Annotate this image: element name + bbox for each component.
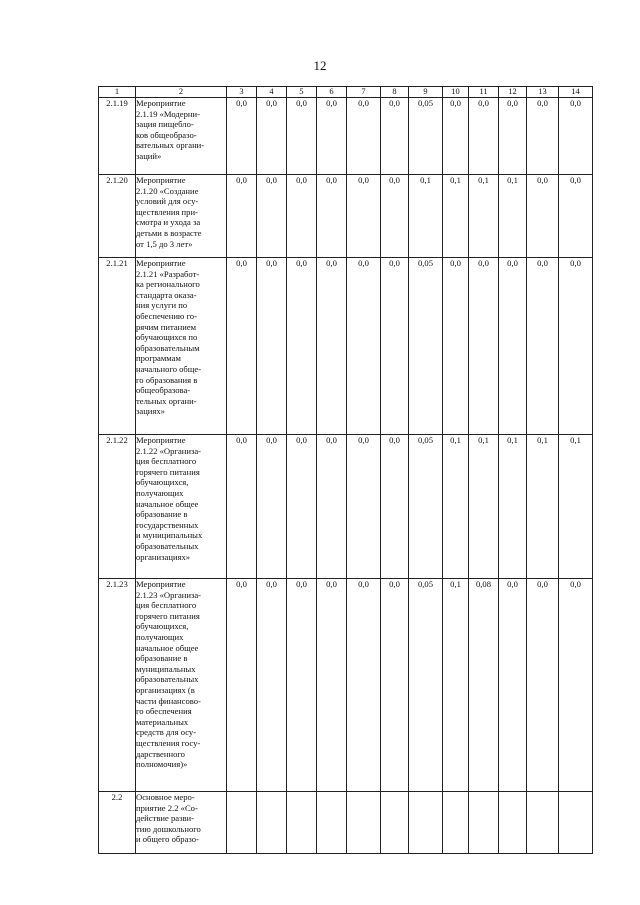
row-value: 0,0 [381, 435, 409, 579]
table-row [99, 435, 593, 579]
row-value: 0,0 [227, 175, 257, 258]
row-name: Основное меро- приятие 2.2 «Со- действие разви- тию дошкольного и общего образо- [136, 792, 227, 854]
row-name: Мероприятие 2.1.22 «Организа- ция бесплатного горячего питания обучающихся, получающих начальное общее образование в государственных и муниципальных образовательных организациях» [136, 435, 227, 579]
row-value: 0,1 [469, 175, 499, 258]
column-header: 2 [136, 87, 227, 98]
row-value: 0,0 [317, 435, 347, 579]
row-value [227, 792, 257, 854]
row-value: 0,0 [347, 258, 381, 435]
row-name: Мероприятие 2.1.19 «Модерни- зация пищебло- ков общеобразо- вательных органи- заций» [136, 98, 227, 175]
table-row [99, 98, 593, 175]
row-value [317, 792, 347, 854]
row-name: Мероприятие 2.1.21 «Разработ- ка регионального стандарта оказа- ния услуги по обеспечению го- рячим питанием обучающихся по образовательным программам начального обще- го образования в общеобразова- тельных органи- зациях» [136, 258, 227, 435]
table-row [99, 258, 593, 435]
row-code: 2.1.22 [99, 435, 136, 579]
column-header: 5 [287, 87, 317, 98]
table-row [99, 792, 593, 854]
row-value: 0,0 [559, 579, 593, 792]
row-value: 0,05 [409, 98, 443, 175]
table-row [99, 175, 593, 258]
row-value: 0,0 [469, 98, 499, 175]
row-value: 0,05 [409, 579, 443, 792]
row-value [559, 792, 593, 854]
header-row [99, 87, 593, 98]
row-value: 0,0 [559, 258, 593, 435]
row-value: 0,0 [443, 258, 469, 435]
row-value [443, 792, 469, 854]
row-value: 0,0 [287, 258, 317, 435]
row-value: 0,0 [347, 98, 381, 175]
row-value: 0,0 [527, 175, 559, 258]
row-value: 0,0 [381, 98, 409, 175]
row-value: 0,0 [317, 579, 347, 792]
row-value: 0,0 [347, 175, 381, 258]
row-value: 0,1 [443, 579, 469, 792]
column-header: 7 [347, 87, 381, 98]
row-value: 0,0 [317, 175, 347, 258]
row-value: 0,0 [381, 258, 409, 435]
row-value: 0,0 [257, 435, 287, 579]
row-code: 2.1.23 [99, 579, 136, 792]
column-header: 3 [227, 87, 257, 98]
row-value: 0,0 [499, 579, 527, 792]
row-value: 0,0 [527, 98, 559, 175]
row-value [499, 792, 527, 854]
row-value [409, 792, 443, 854]
row-value: 0,0 [317, 258, 347, 435]
row-value: 0,0 [227, 258, 257, 435]
row-value: 0,0 [257, 175, 287, 258]
row-value [381, 792, 409, 854]
data-table [98, 86, 593, 854]
column-header: 10 [443, 87, 469, 98]
row-code: 2.2 [99, 792, 136, 854]
row-value: 0,0 [559, 98, 593, 175]
row-value [347, 792, 381, 854]
row-value: 0,1 [443, 435, 469, 579]
row-value: 0,1 [409, 175, 443, 258]
row-value: 0,0 [499, 258, 527, 435]
column-header: 14 [559, 87, 593, 98]
row-value: 0,0 [227, 435, 257, 579]
row-code: 2.1.21 [99, 258, 136, 435]
row-value [469, 792, 499, 854]
row-value: 0,0 [257, 579, 287, 792]
row-value: 0,0 [469, 258, 499, 435]
row-code: 2.1.20 [99, 175, 136, 258]
table-row [99, 579, 593, 792]
row-value: 0,0 [559, 175, 593, 258]
row-value: 0,0 [347, 435, 381, 579]
row-value: 0,1 [559, 435, 593, 579]
row-value: 0,1 [469, 435, 499, 579]
row-value [257, 792, 287, 854]
column-header: 6 [317, 87, 347, 98]
row-code: 2.1.19 [99, 98, 136, 175]
row-name: Мероприятие 2.1.23 «Организа- ция бесплатного горячего питания обучающихся, получающих начальное общее образование в муниципальных образовательных организациях (в части финансово- го обеспечения материальных средств для осу- ществления госу- дарственного полномочия)» [136, 579, 227, 792]
column-header: 12 [499, 87, 527, 98]
column-header: 4 [257, 87, 287, 98]
row-value: 0,1 [499, 435, 527, 579]
row-value [287, 792, 317, 854]
row-value: 0,0 [527, 579, 559, 792]
row-value: 0,08 [469, 579, 499, 792]
row-value: 0,0 [287, 98, 317, 175]
row-value: 0,0 [381, 175, 409, 258]
row-value: 0,05 [409, 435, 443, 579]
row-value: 0,05 [409, 258, 443, 435]
row-value: 0,0 [227, 579, 257, 792]
page-number: 12 [313, 58, 327, 73]
row-value: 0,0 [527, 258, 559, 435]
row-value: 0,1 [499, 175, 527, 258]
row-name: Мероприятие 2.1.20 «Создание условий для осу- ществления при- смотра и ухода за детьми в возрасте от 1,5 до 3 лет» [136, 175, 227, 258]
row-value: 0,0 [227, 98, 257, 175]
column-header: 9 [409, 87, 443, 98]
row-value: 0,1 [443, 175, 469, 258]
column-header: 8 [381, 87, 409, 98]
row-value: 0,0 [347, 579, 381, 792]
row-value: 0,0 [381, 579, 409, 792]
row-value: 0,0 [287, 579, 317, 792]
row-value: 0,0 [317, 98, 347, 175]
row-value: 0,1 [527, 435, 559, 579]
column-header: 1 [99, 87, 136, 98]
column-header: 13 [527, 87, 559, 98]
row-value [527, 792, 559, 854]
column-header: 11 [469, 87, 499, 98]
row-value: 0,0 [257, 258, 287, 435]
row-value: 0,0 [443, 98, 469, 175]
row-value: 0,0 [287, 435, 317, 579]
row-value: 0,0 [499, 98, 527, 175]
row-value: 0,0 [287, 175, 317, 258]
row-value: 0,0 [257, 98, 287, 175]
